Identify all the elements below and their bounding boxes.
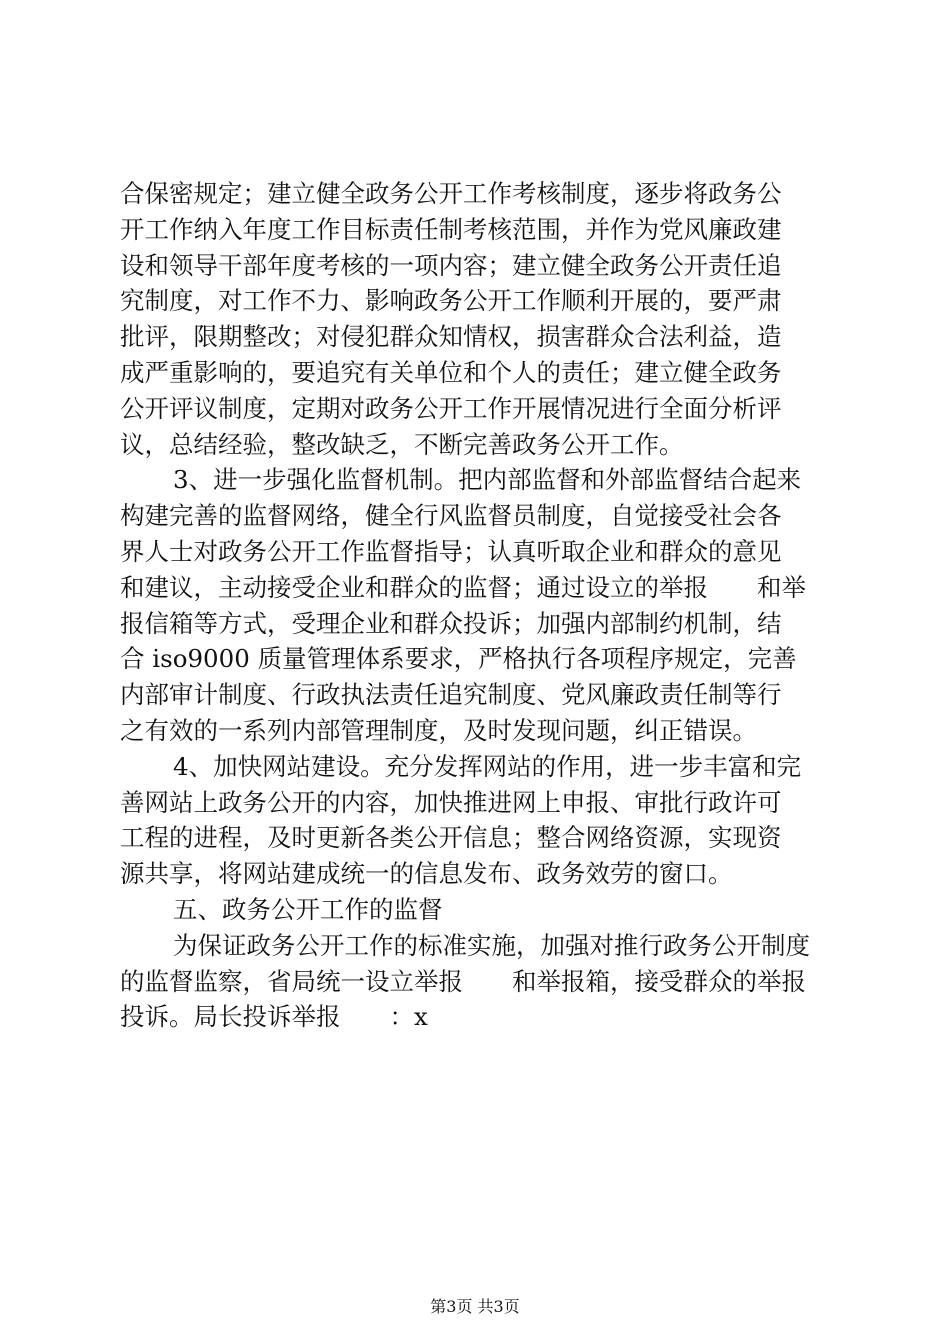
text-line: 源共享，将网站建成统一的信息发布、政务效劳的窗口。 <box>120 859 733 889</box>
text-line: 究制度，对工作不力、影响政务公开工作顺利开展的，要严肃 <box>120 286 782 316</box>
text-line: 之有效的一系列内部管理制度，及时发现问题，纠正错误。 <box>120 715 757 745</box>
text-line: 成严重影响的，要追究有关单位和个人的责任；建立健全政务 <box>120 357 782 387</box>
text-line: 善网站上政务公开的内容，加快推进网上申报、审批行政许可 <box>120 787 782 817</box>
paragraph-start-line: 3、进一步强化监督机制。把内部监督和外部监督结合起来 <box>173 465 802 495</box>
text-line: 批评，限期整改；对侵犯群众知情权，损害群众合法利益，造 <box>120 322 782 352</box>
text-line: 议，总结经验，整改缺乏，不断完善政务公开工作。 <box>120 429 684 459</box>
text-line: 的监督监察，省局统一设立举报 和举报箱，接受群众的举报 <box>120 966 806 996</box>
text-line: 合保密规定；建立健全政务公开工作考核制度，逐步将政务公 <box>120 179 782 208</box>
text-line: 构建完善的监督网络，健全行风监督员制度，自觉接受社会各 <box>120 501 782 531</box>
text-line: 开工作纳入年度工作目标责任制考核范围，并作为党风廉政建 <box>120 214 782 244</box>
text-line: 合 iso9000 质量管理体系要求，严格执行各项程序规定，完善 <box>120 644 797 674</box>
text-line: 工程的进程，及时更新各类公开信息；整合网络资源，实现资 <box>120 823 782 853</box>
page-footer: 第3页 共3页 <box>430 1297 520 1316</box>
text-line: 内部审计制度、行政执法责任追究制度、党风廉政责任制等行 <box>120 680 782 710</box>
text-line: 界人士对政务公开工作监督指导；认真听取企业和群众的意见 <box>120 536 782 566</box>
document-body <box>120 176 840 1035</box>
paragraph-start-line: 为保证政务公开工作的标准实施，加强对推行政务公开制度 <box>173 930 810 960</box>
text-line: 设和领导干部年度考核的一项内容；建立健全政务公开责任追 <box>120 250 782 280</box>
text-line: 投诉。局长投诉举报 ：x <box>120 1002 428 1032</box>
text-line: 和建议，主动接受企业和群众的监督；通过设立的举报 和举 <box>120 572 806 602</box>
text-line: 报信箱等方式，受理企业和群众投诉；加强内部制约机制，结 <box>120 608 782 638</box>
text-line: 公开评议制度，定期对政务公开工作开展情况进行全面分析评 <box>120 393 782 423</box>
paragraph-start-line: 4、加快网站建设。充分发挥网站的作用，进一步丰富和完 <box>173 751 802 781</box>
section-heading: 五、政务公开工作的监督 <box>173 894 443 924</box>
